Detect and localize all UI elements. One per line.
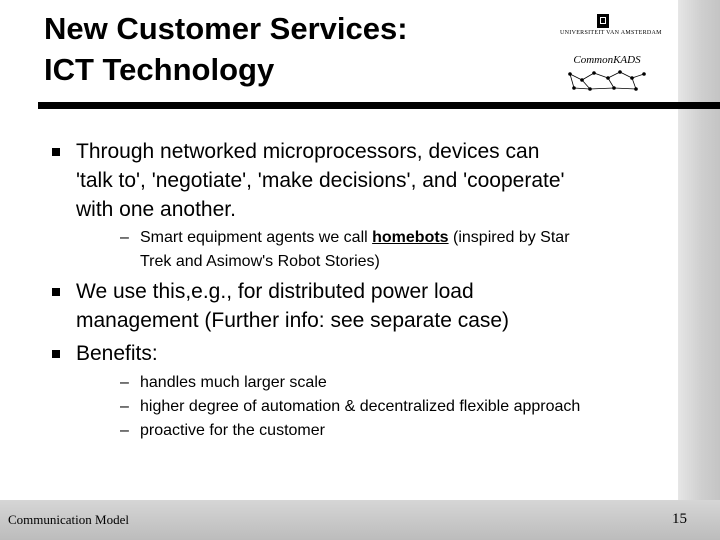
- benefit-item: higher degree of automation & decentralized flexible approach: [140, 398, 581, 415]
- bullet-marker: [52, 288, 60, 296]
- bullet-marker: [52, 350, 60, 358]
- slide-title: [44, 8, 524, 90]
- title-rule: [38, 102, 720, 109]
- bullet-1-sub-line-1: [140, 226, 570, 250]
- bullet-marker: [52, 148, 60, 156]
- commonkads-logo-text: CommonKADS: [573, 54, 641, 66]
- bullet-2-line-1: We use this,e.g., for distributed power load: [76, 280, 474, 303]
- sub-dash: –: [120, 229, 129, 246]
- benefit-item: handles much larger scale: [140, 374, 327, 391]
- university-logo-text: UNIVERSITEIT VAN AMSTERDAM: [560, 30, 662, 36]
- commonkads-logo: [566, 54, 648, 96]
- homebots-term: homebots: [372, 229, 449, 246]
- sub-dash: –: [120, 422, 129, 439]
- title-line-2: ICT Technology: [44, 52, 275, 87]
- sub-dash: –: [120, 374, 129, 391]
- bullet-3-line-1: Benefits:: [76, 342, 158, 365]
- bullet-2-line-2: management (Further info: see separate case): [76, 309, 510, 332]
- right-decor-band: [678, 0, 720, 540]
- sub-dash: –: [120, 398, 129, 415]
- network-graph-icon: [566, 68, 648, 94]
- benefit-item: proactive for the customer: [140, 422, 325, 439]
- footer-section-label: Communication Model: [8, 512, 129, 527]
- page-number: 15: [672, 511, 687, 527]
- university-shield-icon: [597, 14, 609, 28]
- bullet-1-line-1: Through networked microprocessors, devices can: [76, 140, 540, 163]
- bullet-1-sub-line-2: Trek and Asimow's Robot Stories): [140, 253, 380, 270]
- sub-suffix: (inspired by Star: [448, 229, 570, 246]
- university-logo: [560, 14, 662, 40]
- bullet-1-line-2: 'talk to', 'negotiate', 'make decisions', and 'cooperate': [76, 169, 565, 192]
- bullet-1-line-3: with one another.: [76, 198, 236, 221]
- sub-prefix: Smart equipment agents we call: [140, 229, 373, 246]
- title-line-1: New Customer Services:: [44, 11, 408, 46]
